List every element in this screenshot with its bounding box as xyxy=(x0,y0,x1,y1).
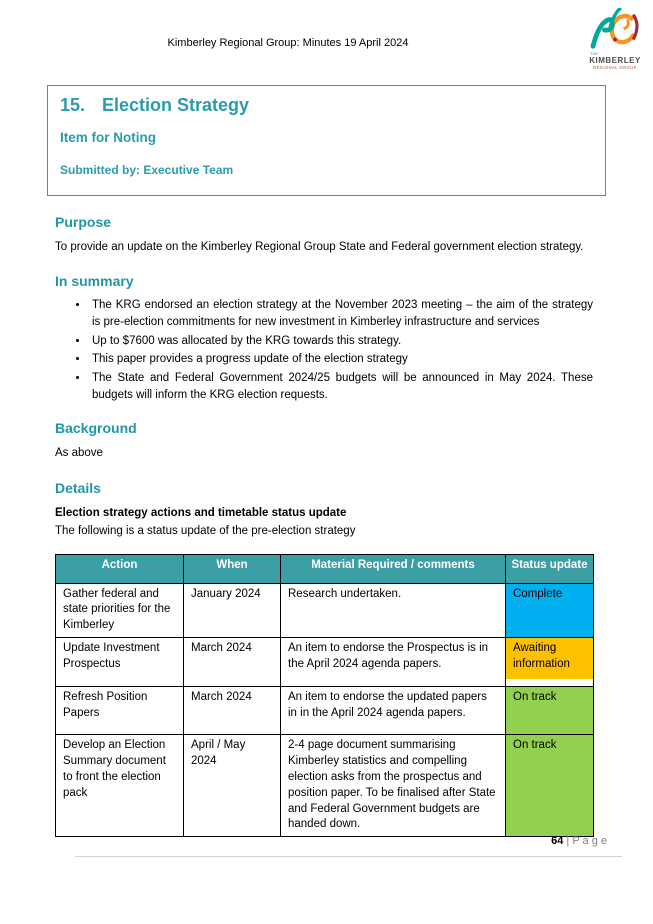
summary-bullet: • The KRG endorsed an election strategy at the November 2023 meeting – the aim of the strategy is pre-election commitments for new investment in Kimberley infrastructure and services xyxy=(89,297,593,330)
column-header-status: Status update xyxy=(506,554,594,583)
cell-material: An item to endorse the Prospectus is in the April 2024 agenda papers. xyxy=(281,638,506,687)
in-summary-heading: In summary xyxy=(55,273,134,290)
table-row xyxy=(56,583,594,638)
election-status-table xyxy=(55,554,594,838)
cell-material: 2-4 page document summarising Kimberley statistics and compelling election asks from the prospectus and position paper. To be finalised after State and Federal Government budgets are handed down. xyxy=(281,735,506,837)
cell-status xyxy=(506,583,594,638)
column-header-action: Action xyxy=(56,554,184,583)
status-badge: On track xyxy=(513,739,557,752)
purpose-text: To provide an update on the Kimberley Regional Group State and Federal government election strategy. xyxy=(55,241,584,253)
cell-status xyxy=(506,687,594,735)
agenda-item-submitted-by: Submitted by: Executive Team xyxy=(60,163,234,177)
status-badge: Awaiting information xyxy=(513,642,570,671)
cell-action: Refresh Position Papers xyxy=(56,687,184,735)
krg-logo xyxy=(582,8,648,71)
page-label: | P a g e xyxy=(566,835,607,847)
details-heading: Details xyxy=(55,479,101,496)
status-badge: On track xyxy=(513,691,557,704)
cell-material: An item to endorse the updated papers in in the April 2024 agenda papers. xyxy=(281,687,506,735)
status-badge: Complete xyxy=(513,587,563,600)
logo-text-kimberley: KIMBERLEY xyxy=(589,56,641,65)
document-body xyxy=(55,196,593,837)
agenda-item-name: Election Strategy xyxy=(102,95,250,115)
summary-bullet-list xyxy=(55,297,593,403)
purpose-heading: Purpose xyxy=(55,214,112,230)
table-row xyxy=(56,735,594,837)
background-text: As above xyxy=(55,447,103,460)
footer-separator-line xyxy=(75,856,622,857)
details-subheading: Election strategy actions and timetable status update xyxy=(55,506,347,519)
agenda-item-title-box xyxy=(47,85,606,196)
cell-action: Update Investment Prospectus xyxy=(56,638,184,687)
column-header-when: When xyxy=(184,554,281,583)
logo-text-the: THE xyxy=(590,51,598,56)
table-row xyxy=(56,638,594,687)
cell-status xyxy=(506,735,594,837)
page-footer xyxy=(551,835,607,847)
agenda-item-number: 15. xyxy=(60,95,86,115)
page-number: 64 xyxy=(551,835,564,847)
cell-action: Gather federal and state priorities for the Kimberley xyxy=(56,583,184,638)
cell-when: March 2024 xyxy=(184,687,281,735)
summary-bullet: • The State and Federal Government 2024/25 budgets will be announced in May 2024. These budgets will inform the KRG election requests. xyxy=(89,370,593,403)
agenda-item-title xyxy=(60,95,593,116)
cell-when: April / May 2024 xyxy=(184,735,281,837)
logo-text-regional-group: REGIONAL GROUP xyxy=(593,65,637,70)
document-header-title: Kimberley Regional Group: Minutes 19 April 2024 xyxy=(167,37,409,49)
cell-when: March 2024 xyxy=(184,638,281,687)
cell-action: Develop an Election Summary document to front the election pack xyxy=(56,735,184,837)
agenda-item-type: Item for Noting xyxy=(60,130,156,145)
summary-bullet: • Up to $7600 was allocated by the KRG towards this strategy. xyxy=(89,333,593,350)
krg-logo-icon xyxy=(586,8,644,52)
cell-status xyxy=(506,638,594,687)
details-intro: The following is a status update of the pre-election strategy xyxy=(55,525,356,538)
cell-when: January 2024 xyxy=(184,583,281,638)
table-header-row xyxy=(56,554,594,583)
column-header-material: Material Required / comments xyxy=(281,554,506,583)
summary-bullet: • This paper provides a progress update of the election strategy xyxy=(89,351,593,368)
table-row xyxy=(56,687,594,735)
cell-material: Research undertaken. xyxy=(281,583,506,638)
background-heading: Background xyxy=(55,420,137,437)
